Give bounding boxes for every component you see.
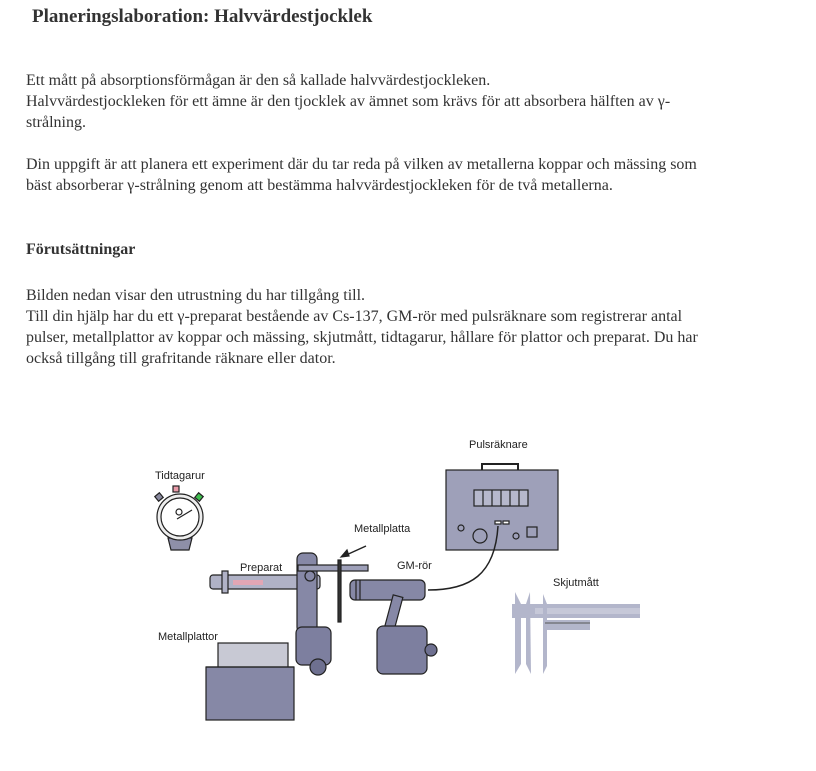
prereq-paragraph	[26, 285, 698, 369]
intro-paragraph	[26, 70, 670, 133]
caliper-icon	[512, 592, 640, 674]
task-paragraph	[26, 154, 697, 196]
page-title: Planeringslaboration: Halvvärdestjocklek	[32, 6, 373, 27]
prereq-heading: Förutsättningar	[26, 241, 136, 258]
task-line: bäst absorberar γ-strålning genom att bestämma halvvärdestjockleken för de två metallerna.	[26, 177, 613, 194]
metal-plates-label: Metallplattor	[158, 631, 218, 643]
intro-line: Ett mått på absorptionsförmågan är den så kallade halvvärdestjockleken.	[26, 72, 491, 89]
prereq-line: också tillgång till grafritande räknare eller dator.	[26, 350, 336, 367]
stopwatch-icon	[155, 486, 203, 550]
gm-tube-label: GM-rör	[397, 560, 432, 572]
caliper-label: Skjutmått	[553, 577, 599, 589]
metal-plate-label: Metallplatta	[354, 523, 411, 535]
gm-tube-icon	[350, 580, 437, 674]
metal-plate-icon	[338, 560, 341, 622]
task-line: Din uppgift är att planera ett experiment där du tar reda på vilken av metallerna koppar och mässing som	[26, 156, 697, 173]
prereq-line: Till din hjälp har du ett γ-preparat bestående av Cs-137, GM-rör med pulsräknare som registrerar antal	[26, 308, 683, 325]
stopwatch-label: Tidtagarur	[155, 470, 205, 482]
intro-line: Halvvärdestjockleken för ett ämne är den tjocklek av ämnet som krävs för att absorbera hälften av γ-	[26, 93, 671, 110]
counter-label: Pulsräknare	[469, 439, 528, 451]
prereq-line: pulser, metallplattor av koppar och mässing, skjutmått, tidtagarur, hållare för plattor och preparat. Du har	[26, 329, 698, 346]
equipment-figure	[140, 430, 660, 730]
metal-plates-box-icon	[206, 643, 294, 720]
prereq-line: Bilden nedan visar den utrustning du har tillgång till.	[26, 287, 366, 304]
intro-line: strålning.	[26, 114, 86, 131]
pulse-counter-icon	[446, 464, 558, 550]
source-label: Preparat	[240, 562, 283, 574]
